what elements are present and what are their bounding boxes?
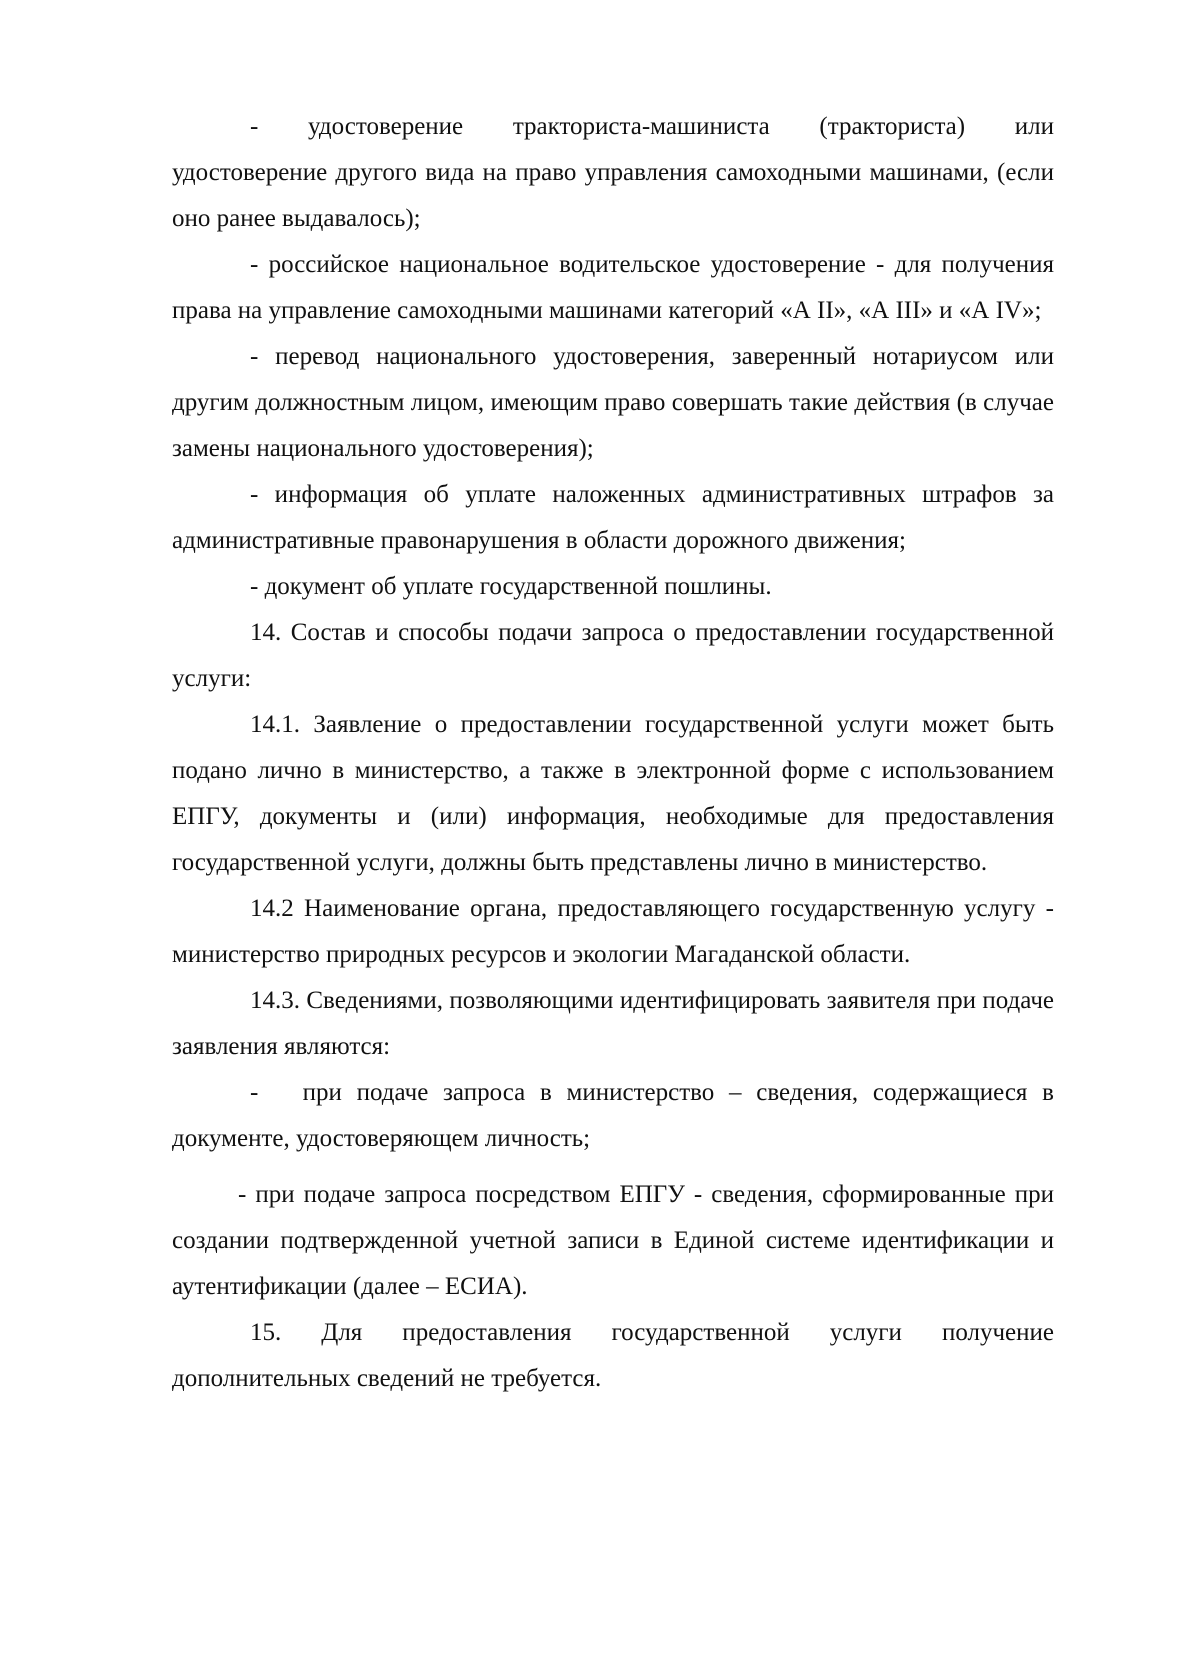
paragraph-ministry-request: - при подаче запроса в министерство – сведения, содержащиеся в документе, удостоверяющем личность;: [172, 1079, 1054, 1152]
paragraph-section-15: 15. Для предоставления государственной услуги получение дополнительных сведений не требуется.: [172, 1319, 1054, 1392]
document-body: [172, 104, 1054, 1402]
paragraph-section-14-1: 14.1. Заявление о предоставлении государственной услуги может быть подано лично в министерство, а также в электронной форме с использованием ЕПГУ, документы и (или) информация, необходимые для предоставления государственной услуги, должны быть представлены лично в министерство.: [172, 711, 1054, 876]
paragraph-section-14-2: 14.2 Наименование органа, предоставляющего государственную услугу - министерство природных ресурсов и экологии Магаданской области.: [172, 895, 1054, 968]
paragraph-epgu-request: - при подаче запроса посредством ЕПГУ - сведения, сформированные при создании подтвержденной учетной записи в Единой системе идентификации и аутентификации (далее – ЕСИА).: [172, 1181, 1054, 1300]
paragraph-section-14: 14. Состав и способы подачи запроса о предоставлении государственной услуги:: [172, 619, 1054, 692]
paragraph-state-fee: - документ об уплате государственной пошлины.: [250, 573, 772, 600]
paragraph-fines-info: - информация об уплате наложенных административных штрафов за административные правонарушения в области дорожного движения;: [172, 481, 1054, 554]
paragraph-tractor-license: - удостоверение тракториста-машиниста (тракториста) или удостоверение другого вида на право управления самоходными машинами, (если оно ранее выдавалось);: [172, 113, 1054, 232]
paragraph-license-translation: - перевод национального удостоверения, заверенный нотариусом или другим должностным лицом, имеющим право совершать такие действия (в случае замены национального удостоверения);: [172, 343, 1054, 462]
paragraph-section-14-3: 14.3. Сведениями, позволяющими идентифицировать заявителя при подаче заявления являются:: [172, 987, 1054, 1060]
paragraph-russian-driver-license: - российское национальное водительское удостоверение - для получения права на управление самоходными машинами категорий «А II», «А III» и «А IV»;: [172, 251, 1054, 324]
